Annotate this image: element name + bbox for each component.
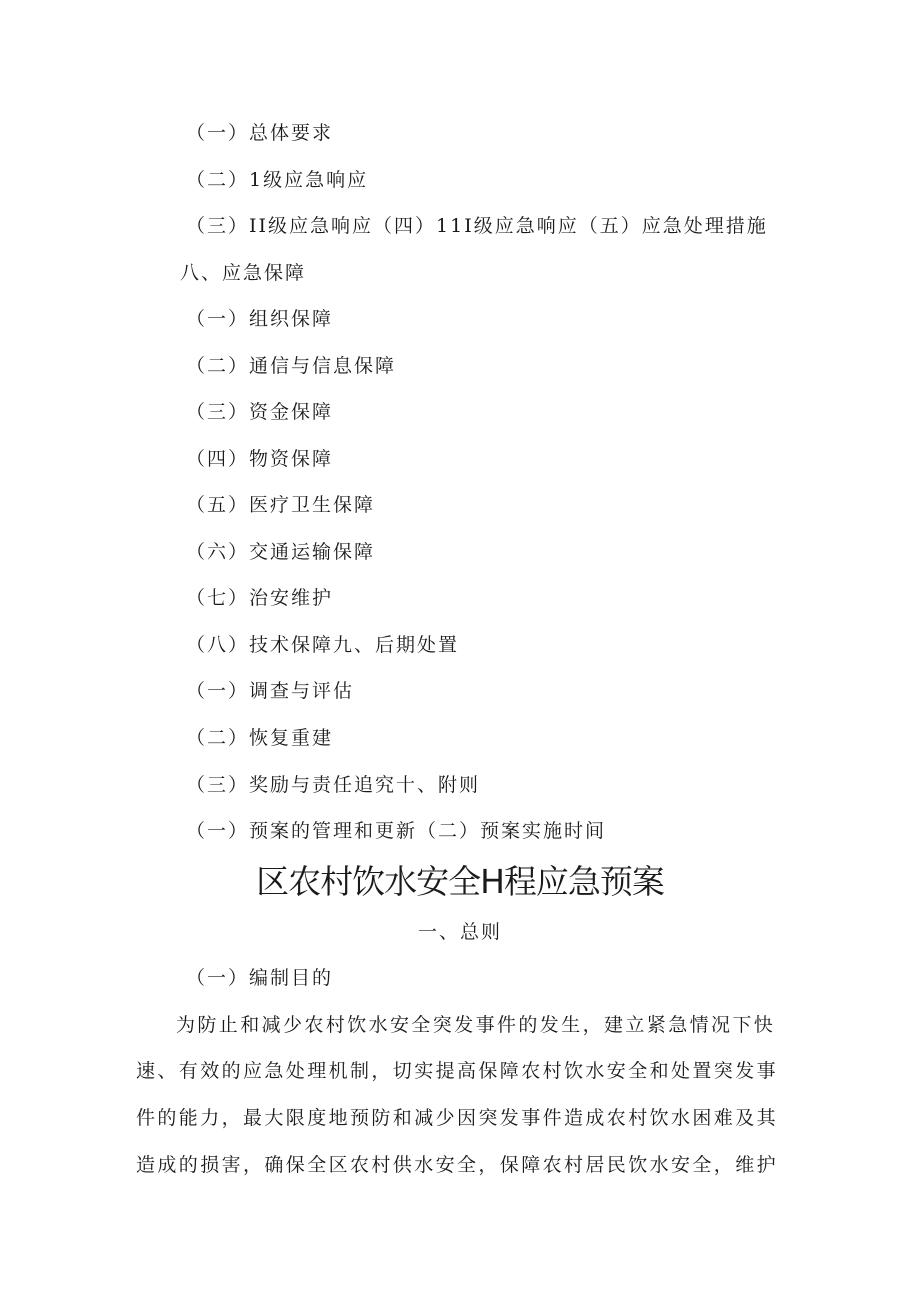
paragraph-line: 速、有效的应急处理机制，切实提高保障农村饮水安全和处置突发事 (136, 1060, 779, 1082)
paragraph-line: 造成的损害，确保全区农村供水安全，保障农村居民饮水安全，维护 (136, 1154, 779, 1176)
toc-item: （三）资金保障 (186, 401, 334, 423)
toc-item: （六）交通运输保障 (186, 541, 376, 563)
toc-item: （一）组织保障 (186, 308, 334, 330)
toc-item: （二）1级应急响应 (186, 169, 369, 191)
toc-item: （八）技术保障九、后期处置 (186, 634, 460, 656)
toc-item: （四）物资保障 (186, 448, 334, 470)
toc-item: （二）恢复重建 (186, 727, 334, 749)
toc-item: （一）预案的管理和更新（二）预案实施时间 (186, 820, 607, 842)
toc-item: （五）医疗卫生保障 (186, 494, 376, 516)
toc-section: 八、应急保障 (180, 262, 307, 284)
toc-item: （一）总体要求 (186, 122, 334, 144)
document-title: 区农村饮水安全H程应急预案 (256, 862, 664, 901)
toc-item: （一）调查与评估 (186, 680, 355, 702)
toc-item: （三）奖励与责任追究十、附则 (186, 774, 481, 796)
section-heading: 一、总则 (417, 921, 502, 943)
paragraph-line: 件的能力，最大限度地预防和减少因突发事件造成农村饮水困难及其 (136, 1107, 779, 1129)
subsection-heading: （一）编制目的 (186, 967, 334, 989)
toc-item: （三）II级应急响应（四）11I级应急响应（五）应急处理措施 (186, 215, 768, 237)
paragraph-line: 为防止和减少农村饮水安全突发事件的发生，建立紧急情况下快 (176, 1014, 776, 1036)
toc-item: （二）通信与信息保障 (186, 355, 397, 377)
toc-item: （七）治安维护 (186, 587, 334, 609)
